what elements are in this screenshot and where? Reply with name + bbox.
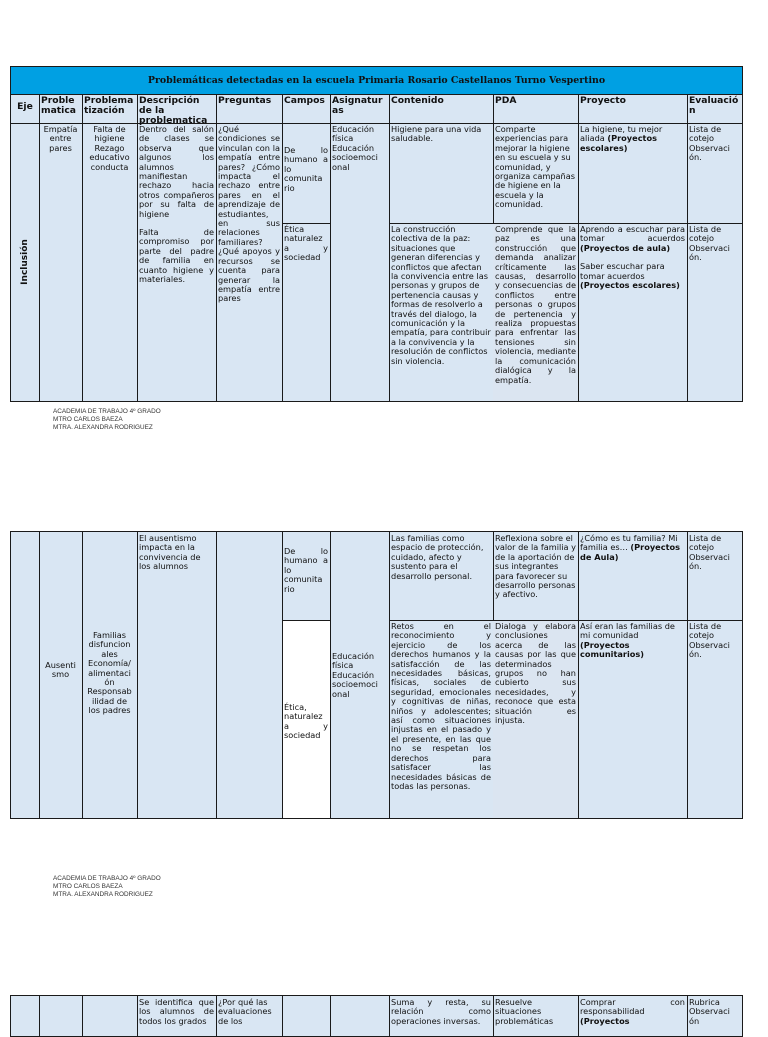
header-eje: Eje	[17, 101, 33, 112]
header-campos: Campos	[284, 95, 325, 106]
evaluacion-row-2: Lista de cotejo Observaci ón.	[689, 224, 730, 263]
pda-cell: Resuelve situaciones problemáticas	[495, 997, 554, 1026]
proyecto-type: (Proyectos comunitarios)	[580, 639, 644, 660]
signature-block-1	[53, 408, 161, 433]
asignaturas-cell: Educación física Educación socioemoci onal	[332, 651, 378, 699]
teacher-line-1: MTRO CARLOS BAEZA	[53, 416, 123, 424]
evaluacion-row-1: Lista de cotejo Observaci ón.	[689, 533, 730, 572]
pda-row-1: Reflexiona sobre el valor de la familia y de la aportación de sus integrantes para favorecer su desarrollo personas y afectivo.	[495, 533, 577, 600]
teacher-line-2: MTRA. ALEXANDRA RODRIGUEZ	[53, 424, 153, 432]
problematizacion-cell: Familias disfuncion ales Economía/ alimentaci ón Responsab ilidad de los padres	[87, 630, 132, 716]
descripcion-paragraph-1: Dentro del salón de clases se observa que algunos los alumnos manifiestan rechazo hacia otros compañeros por su falta de higiene	[139, 124, 214, 219]
proyecto-title: La higiene, tu mejor aliada	[580, 124, 663, 144]
proyecto-row-2	[578, 224, 687, 291]
evaluacion-row-1: Lista de cotejo Observaci ón.	[689, 124, 730, 163]
academy-line: ACADEMIA DE TRABAJO 4º GRADO	[53, 408, 161, 415]
proyecto-title: Comprar con responsabilidad	[580, 997, 685, 1017]
problematizacion-cell: Falta de higiene Rezago educativo conducta	[89, 124, 130, 172]
proyecto-title: Aprendo a escuchar para tomar acuerdos	[580, 224, 685, 244]
asignaturas-cell: Educación física Educación socioemoci onal	[332, 124, 378, 172]
proyecto-title: Así eran las familias de mi comunidad	[580, 621, 675, 641]
contenido-cell: Suma y resta, su relación como operaciones inversas.	[391, 997, 491, 1026]
contenido-row-1: Higiene para una vida saludable.	[391, 124, 482, 144]
preguntas-cell: ¿Qué condiciones se vinculan con la empatía entre pares? ¿Cómo impacta el rechazo entre pares en el aprendizaje de estudiantes, en sus relaciones familiares? ¿Qué apoyos y recursos se cuenta para generar la empatía entre pares	[218, 124, 280, 304]
proyecto-type: (Proyectos escolares)	[580, 280, 680, 291]
descripcion-cell: Se identifica que los alumnos de todos los grados	[139, 997, 214, 1026]
problematicas-table-3	[10, 995, 743, 1037]
header-contenido: Contenido	[391, 95, 444, 106]
header-asignaturas: Asignatur as	[332, 95, 383, 116]
table-title: Problemáticas detectadas en la escuela Primaria Rosario Castellanos Turno Vespertino	[11, 67, 742, 94]
academy-line: ACADEMIA DE TRABAJO 4º GRADO	[53, 875, 161, 882]
teacher-line-2: MTRA. ALEXANDRA RODRIGUEZ	[53, 891, 153, 899]
header-evaluacion: Evaluació n	[689, 95, 739, 116]
pda-row-2: Comprende que la paz es una construcción que demanda analizar críticamente las causas, desarrollo y consecuencias de conflictos entre personas o grupos de pertenencia y realiza propuestas para enfrentar las tensiones sin violencia, mediante la comunicación dialógica y la empatía.	[493, 224, 578, 401]
header-proyecto: Proyecto	[580, 95, 626, 106]
problematica-cell: Empatía entre pares	[43, 124, 78, 153]
campo-etica-cell: Ética, naturalez a y sociedad	[284, 702, 328, 741]
contenido-row-2: Retos en el reconocimiento y ejercicio de los derechos humanos y la satisfacción de las necesidades básicas, físicas, sociales de seguridad, emocionales y cognitivas de niñas, niños y adolescentes; así como situaciones injustas en el pasado y el presente, en las que no se respetan los derechos para satisfacer las necesidades básicas de todas las personas.	[391, 621, 491, 791]
header-descripcion: Descripción de la problematica	[139, 95, 208, 126]
preguntas-cell: ¿Por qué las evaluaciones de los	[218, 997, 272, 1026]
teacher-line-1: MTRO CARLOS BAEZA	[53, 883, 123, 891]
proyecto-cell	[578, 997, 687, 1027]
evaluacion-cell: Rubrica Observaci ón	[689, 997, 730, 1026]
proyecto-type: (Proyectos escolares)	[580, 133, 657, 153]
proyecto-title: ¿Cómo es tu familia? Mi familia es…	[580, 533, 678, 553]
problematicas-table-1	[10, 66, 743, 402]
eje-inclusion: Inclusión	[20, 239, 30, 285]
campo-humano-cell: De lo humano a lo comunita rio	[284, 546, 328, 594]
proyecto-row-1	[578, 124, 687, 154]
proyecto-type: (Proyectos de aula)	[580, 242, 671, 253]
proyecto-type: (Proyectos	[580, 1015, 630, 1026]
evaluacion-row-2: Lista de cotejo Observaci ón.	[689, 621, 730, 660]
pda-row-2: Dialoga y elabora conclusiones acerca de las causas por las que determinados grupos no han cubierto sus necesidades, y reconoce que esta situación es injusta.	[493, 621, 578, 818]
descripcion-paragraph-2: Falta de compromiso por parte del padre de familia en cuanto higiene y materiales.	[139, 227, 214, 285]
proyecto-row-2	[578, 621, 687, 661]
proyecto-row-1	[578, 533, 687, 563]
contenido-row-2: La construcción colectiva de la paz: situaciones que generan diferencias y conflictos que afectan la convivencia entre las personas y grupos de pertenencia causas y formas de resolverlo a través del dialogo, la comunicación y la empatía, para contribuir a la convivencia y la resolución de conflictos sin violencia.	[391, 224, 491, 366]
header-pda: PDA	[495, 95, 517, 106]
problematica-cell: Ausenti smo	[45, 660, 76, 680]
contenido-row-1: Las familias como espacio de protección, cuidado, afecto y sustento para el desarrollo personal.	[391, 533, 484, 581]
campo-etica-cell: Ética naturalez a y sociedad	[284, 224, 328, 263]
pda-row-1: Comparte experiencias para mejorar la higiene en su escuela y su comunidad, y organiza campañas de higiene en la escuela y la comunidad.	[495, 124, 576, 210]
proyecto-type: (Proyectos de Aula)	[580, 542, 680, 562]
proyecto-title: Saber escuchar para tomar acuerdos	[580, 261, 665, 281]
header-preguntas: Preguntas	[218, 95, 272, 106]
header-problematica: Proble matica	[41, 95, 76, 116]
header-problematizacion: Problema tización	[84, 95, 134, 116]
descripcion-cell	[137, 124, 216, 286]
signature-block-2	[53, 875, 161, 900]
problematicas-table-2	[10, 531, 743, 819]
campo-humano-cell: De lo humano a lo comunita rio	[284, 145, 328, 193]
descripcion-cell: El ausentismo impacta en la convivencia de los alumnos	[139, 533, 201, 572]
